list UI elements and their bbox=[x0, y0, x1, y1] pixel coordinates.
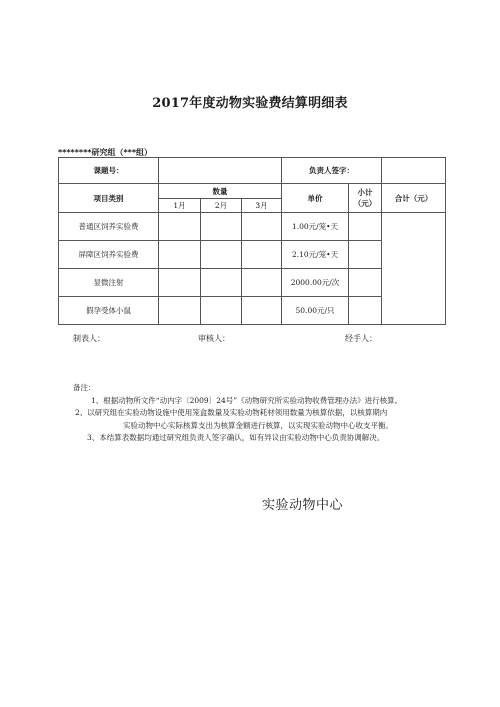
fee-table bbox=[58, 157, 446, 325]
subtotal-header bbox=[349, 184, 382, 213]
page-title: 2017年度动物实验费结算明细表 bbox=[152, 96, 348, 111]
research-group-label: ********研究组（***组） bbox=[58, 148, 153, 157]
qty-cell bbox=[159, 297, 201, 325]
month-header-3: 3月 bbox=[242, 199, 282, 213]
qty-cell bbox=[159, 241, 201, 269]
category-header: 项目类别 bbox=[59, 184, 159, 213]
table-row bbox=[59, 213, 446, 241]
qty-cell bbox=[242, 297, 282, 325]
qty-cell bbox=[201, 241, 242, 269]
month-header-2: 2月 bbox=[201, 199, 242, 213]
qty-cell bbox=[242, 213, 282, 241]
qty-cell bbox=[201, 297, 242, 325]
total-header: 合计（元） bbox=[382, 184, 446, 213]
row-category: 假孕受体小鼠 bbox=[59, 297, 159, 325]
handler-label: 经手人： bbox=[345, 334, 377, 343]
row-unit-price: 2000.00元/次 bbox=[282, 269, 349, 297]
note-line: 2、以研究组在实验动物设施中使用笼盒数量及实验动物耗材领用数量为核算依据，以核算期内 bbox=[75, 408, 388, 418]
qty-cell bbox=[159, 213, 201, 241]
signature-label: 负责人签字： bbox=[282, 158, 382, 184]
subtotal-cell bbox=[349, 269, 382, 297]
row-category: 屏障区饲养实验费 bbox=[59, 241, 159, 269]
qty-cell bbox=[201, 269, 242, 297]
qty-cell bbox=[201, 213, 242, 241]
qty-cell bbox=[242, 269, 282, 297]
topic-label: 课题号： bbox=[59, 158, 159, 184]
row-unit-price: 2.10元/笼•天 bbox=[282, 241, 349, 269]
row-category: 显微注射 bbox=[59, 269, 159, 297]
topic-value-cell bbox=[159, 158, 282, 184]
unit-price-header: 单价 bbox=[282, 184, 349, 213]
signature-value-cell bbox=[382, 158, 446, 184]
notes-section bbox=[58, 382, 402, 445]
organization-name: 实验动物中心 bbox=[262, 498, 344, 513]
column-header-row bbox=[59, 184, 446, 199]
note-line: 实验动物中心实际核算支出为核算金额进行核算，以实现实验动物中心收支平衡。 bbox=[123, 420, 393, 430]
subtotal-header-line1: 小计 bbox=[357, 188, 373, 197]
subtotal-cell bbox=[349, 213, 382, 241]
subtotal-header-line2: （元） bbox=[353, 199, 377, 208]
total-cell bbox=[382, 213, 446, 325]
subtotal-cell bbox=[349, 241, 382, 269]
note-line: 3、本结算表数据均通过研究组负责人签字确认，如有异议由实验动物中心负责协调解决。 bbox=[87, 433, 385, 443]
qty-cell bbox=[242, 241, 282, 269]
quantity-header: 数量 bbox=[159, 184, 282, 199]
row-unit-price: 50.00元/只 bbox=[282, 297, 349, 325]
subtotal-cell bbox=[349, 297, 382, 325]
row-unit-price: 1.00元/笼•天 bbox=[282, 213, 349, 241]
qty-cell bbox=[159, 269, 201, 297]
note-line: 1、根据动物所文件“动内字〔2009〕24号”《动物研究所实验动物收费管理办法》进行核算。 bbox=[91, 395, 403, 405]
preparer-label: 制表人： bbox=[73, 334, 105, 343]
notes-heading: 备注： bbox=[73, 383, 96, 392]
row-category: 普通区饲养实验费 bbox=[59, 213, 159, 241]
header-info-row bbox=[59, 158, 446, 184]
reviewer-label: 审核人： bbox=[198, 334, 230, 343]
month-header-1: 1月 bbox=[159, 199, 201, 213]
